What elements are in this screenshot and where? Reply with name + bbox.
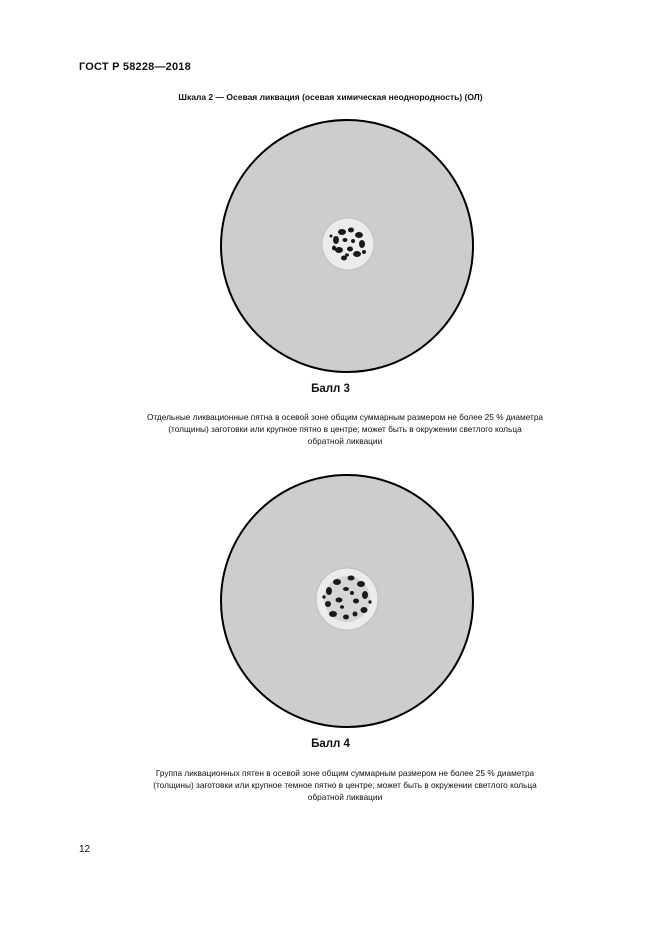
description-line: обратной ликвации: [307, 436, 383, 446]
macro-section-disc-grade-4: [0, 467, 661, 737]
grade-3-label: Балл 3: [311, 383, 350, 395]
light-ring: [322, 218, 374, 270]
grade-4-description: [100, 767, 590, 803]
macro-section-disc-grade-3: [0, 110, 661, 380]
description-line: Группа ликвационных пятен в осевой зоне общим суммарным размером не более 25 % диаметра: [155, 768, 535, 778]
scale-title: Шкала 2 — Осевая ликвация (осевая химическая неоднородность) (ОЛ): [178, 92, 483, 102]
grade-4-label: Балл 4: [311, 738, 350, 750]
description-line: Отдельные ликвационные пятна в осевой зоне общим суммарным размером не более 25 % диаметра: [146, 412, 544, 422]
page-number: 12: [79, 844, 91, 855]
description-line: (толщины) заготовки или крупное темное пятно в центре; может быть в окружении светлого кольца: [153, 780, 537, 790]
description-line: (толщины) заготовки или крупное пятно в центре; может быть в окружении светлого кольца: [168, 424, 522, 434]
description-line: обратной ликвации: [307, 792, 383, 802]
standard-id: ГОСТ Р 58228—2018: [79, 61, 191, 73]
grade-3-description: [100, 411, 590, 447]
